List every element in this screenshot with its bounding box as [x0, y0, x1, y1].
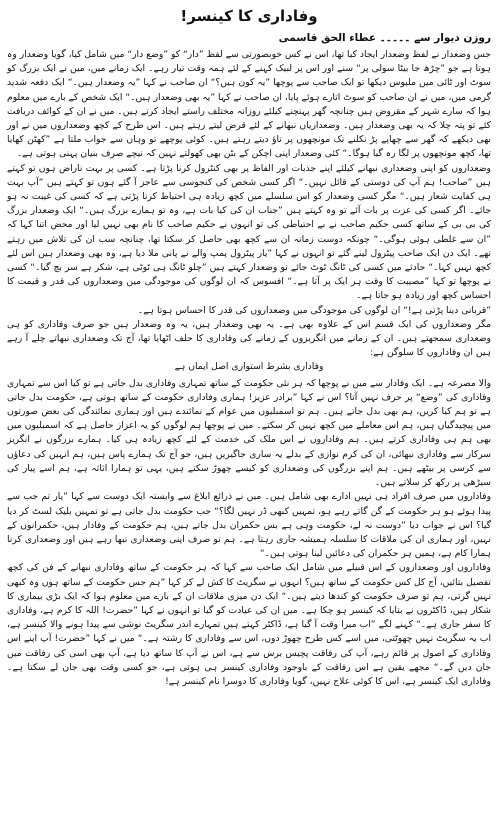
paragraph-7: وفاداروں اور وضعداروں کے اس قبیلے میں شامل ایک صاحب سے کہا کہ ہر حکومت کے ساتھ وفاداری نبھانے کے فن کی کچھ تفصیل بتائیں، آج کل کس حکومت کے ساتھ ہیں؟ انہوں نے سگریٹ کا کش لے کر کہا ”ہم جس حکومت کے ساتھ ہوں وہ کبھی نہیں گرتی، ہم تو صرف حکومت کو کندھا دیتے ہیں۔“ ایک دن میری ملاقات ان کے بارے میں معلوم ہوا کہ ایک بڑی بیماری کا شکار ہیں، ڈاکٹروں نے بتایا کہ کینسر ہو چکا ہے۔ میں ان کی عیادت کو گیا تو انہوں نے کہا ”حضرت! اللہ کا کرم ہے، وفاداری کا سفر جاری ہے۔“ کہنے لگے ”اب میرا وقت آ گیا ہے، ڈاکٹر کہتے ہیں تمہارے اندر سگریٹ نوشی سے پیدا ہونے والا کینسر ہے، اب یہ سگریٹ نہیں چھوٹتی، میں اسے کس طرح چھوڑ دوں، اس سے وفاداری کا رشتہ ہے۔“ میں نے کہا ”حضرت! آپ اپنے اس وفاداری کے اصول پر قائم رہے، آپ کی رفاقت پچیس برس سے ہے، اس نے آپ کا ساتھ دیا ہے، آپ بھی اسی کی رفاقت میں جان دیں گے۔“ مجھے یقین ہے اس رفاقت کے باوجود وفاداری کینسر ہی ہوتی ہے، جو کسی وقت بھی جان لے سکتا ہے۔ وفاداری ایک کینسر ہے، اس کا کوئی علاج نہیں، گویا وفاداری کا دوسرا نام کینسر ہے! [7, 562, 491, 687]
paragraph-6: وفاداروں میں صرف افراد ہی نہیں ادارے بھی شامل ہیں۔ میں نے ذرائع ابلاغ سے وابستہ ایک دوست سے کہا ”یار تم جب سے پیدا ہوئے ہو ہر حکومت کے گن گاتے رہے ہو، تمہیں کبھی ڈر نہیں لگا؟“ جب حکومت بدل جاتی ہے تو تمہیں بلیک لسٹ کر دیا گیا؟ اس نے جواب دیا ”دوست نہ لے، حکومت وہی ہے بس حکمران بدل جاتے ہیں، ہم حکومت کے وفادار ہیں، حکمرانوں کے نہیں، اور ہماری ان کی ملاقات کا سلسلہ ہمیشہ جاری رہتا ہے۔ ہم تو صرف اپنی وضعداری نبھا رہے ہیں اور وضعداری کرنا ہمارا کام ہے، ہمیں ہر حکمران کی دعائیں لینا ہوتی ہیں۔“ [7, 491, 491, 560]
paragraph-3: ”قربانی دینا پڑتی ہے!“ ان لوگوں کی موجودگی میں وضعداروں کی قدر کا احساس ہوتا ہے۔ [137, 304, 491, 316]
verse-line: وفاداری بشرط استواری اصل ایماں ہے [174, 361, 324, 373]
paragraph-1: جس وضعدار نے لفظ وضعدار ایجاد کیا تھا، اس نے کس خوبصورتی سے لفظ ”دار“ کو ”وضع دار“ میں شامل کیا، گویا وضعدار وہ ہوتا ہے جو ”چڑھ جا بیٹا سولی پر“ سنے اور اس پر لبیک کہنے کے لئے ہمہ وقت تیار رہے۔ ایک زمانے میں، میں نے ایک بزرگ کو سوٹ اور ٹائی میں ملبوس دیکھا تو ایک صاحب سے پوچھا ”یہ کون ہیں؟“ ان صاحب نے کہا ”یہ وضعدار ہیں۔“ ایک دفعہ شدید گرمی میں، میں نے ان صاحب کو سوٹ اتارے ہوئے پایا، ان صاحب نے کہا ”یہ بھی وضعدار ہیں۔“ ایک شخص کے بارے میں معلوم ہوا کہ سارے شہر کے مقروض ہیں چنانچہ گھر پہنچنے کیلئے روزانہ مختلف راستے ایجاد کرتے ہیں۔ میں نے ان کے کوائف دریافت کئے تو پتہ چلا کہ یہ بھی وضعدار ہیں۔ وضعداریاں نبھانے کے لئے قرض لیتے رہتے ہیں۔ اس طرح کے کچھ وضعداروں میں نے اور بھی دیکھے کہ گھر سے چھاپے پڑ نکلنے تک مونچھوں پر تاؤ دیتے رہتے ہیں۔ کوئی پوچھے تو وہاں سے جواب ملتا ہے ”کھٹن کھایا تھا، کچھ مونچھوں پر لگا رہ گیا ہوگا۔“ کئی وضعدار اپنی اچکن کے بٹن بھی کھولتے نہیں کہ نیچے صرف بنیان پہنی ہوتی ہے۔ [7, 49, 491, 160]
column-title: وفاداری کا کینسر! [180, 7, 318, 25]
paragraph-5: والا مصرعہ ہے۔ ایک وفادار سے میں نے پوچھا کہ ہر نئی حکومت کے ساتھ تمہاری وفاداری بدل جاتی ہے تو کیا اس سے تمہاری وفاداری کی ”وضع“ پر حرف نہیں آتا؟ اس نے کہا ”برادر عزیز! ہماری وفاداری حکومت کے ساتھ ہوتی ہے، حکومت بدل جاتی ہے تو ہم کیا کریں، ہم بھی بدل جاتے ہیں۔ ہم تو اسمبلیوں میں عوام کے نمائندے ہیں اور ہماری نمائندگی کی بعض صورتوں میں پیچیدگیاں ہیں، ہم اس معاملے میں کچھ نہیں کر سکتے۔ میں نے پوچھا ہم لوگوں کو یہ اعزاز حاصل ہے کہ اسمبلیوں میں بھی ہم ہی وفاداری کرتے ہیں۔ ہم وفاداروں نے اس ملک کی خدمت کے لئے کچھ زیادہ ہی کیا۔ ہمارے بزرگوں نے انگریز سرکار سے وفاداری نبھائی، ان کی کرم نوازی کے بدلے یہ ساری جاگیریں ہیں، جو آج تک ہمارے پاس ہیں، ہم انہیں کی دعاؤں سے کرسی پر بیٹھے ہیں۔ ہم اپنے بزرگوں کی وضعداری کو کیسے چھوڑ سکتے ہیں، یہی تو ہمارا اثاثہ ہے، ہم اسے پیار کی سیڑھی پر رکھ کر سلاتے ہیں۔ [7, 377, 491, 489]
column-byline: روزن دیوار سے ۔۔۔۔۔ عطاء الحق قاسمی [278, 32, 491, 44]
paragraph-4: مگر وضعداروں کی ایک قسم اس کے علاوہ بھی ہے۔ یہ بھی وضعدار ہیں، یہ وہ وضعدار ہیں جو صرف وفاداری کو ہی وضعداری سمجھتے ہیں۔ ان کے زمانے میں انگریزوں کے زمانے کی وفاداری کا حلف اٹھایا تھا، آج تک وضعداری نبھاتے چلے آ رہے ہیں ان وفاداروں کا سلوگن ہے: [7, 318, 491, 359]
paragraph-2: وضعداروں کو اپنی وضعداری نبھانے کیلئے اپنے جذبات اور الفاظ پر بھی کنٹرول کرنا پڑتا ہے۔ کسی پر بہت ناراض ہوں تو کہتے ہیں ”صاحب! ہم آپ کی دوستی کے قائل نہیں۔“ اگر کسی شخص کی کنجوسی سے عاجز آ گئے ہوں تو کہتے ہیں ”آپ بہت ہی کفایت شعار ہیں۔“ مگر کسی وضعدار کو اس سلسلے میں کچھ زیادہ ہی احتیاط کرنا پڑتی ہے کہ کسی کی غیبت نہ ہو جائے۔ اگر کسی کی عزت پر بات آئے تو وہ کہتے ہیں ”جناب ان کی کیا بات ہے، وہ تو ہمارے بزرگ ہیں۔“ ایک وضعدار بزرگ کی بی بی کے ساتھ کسی حکیم صاحب نے بے احتیاطی کی تو انہوں نے حکیم صاحب کا نام بھی نہیں لیا اور محض اتنا کہا کہ ”ان سے غلطی ہوئی ہوگی۔“ چونکہ دوست زمانہ ان سے کچھ بھی حاصل کر سکتا تھا، چنانچہ سب ان کی تلاش میں رہتے تھے۔ ایک دن ایک صاحب پیٹرول لینے گئے تو انہوں نے کہا ”یار پیٹرول پمپ والے نے پانی ملا دیا ہے، وہ بھی وضعدار ہیں اس لئے کچھ نہیں کہا۔“ حادثے میں کسی کی ٹانگ ٹوٹ جائے تو وضعدار کہتے ہیں ”چلو ٹانگ ہی ٹوٹی ہے، شکر ہے سر بچ گیا۔“ کسی نے پوچھا تو کہا ”مصیبت کا وقت ہر ایک پر آتا ہے۔“ افسوس کہ ان لوگوں کی موجودگی میں وضعداروں کی قدر و قیمت کا احساس کچھ اور زیادہ ہو جاتا ہے۔ [7, 162, 491, 302]
